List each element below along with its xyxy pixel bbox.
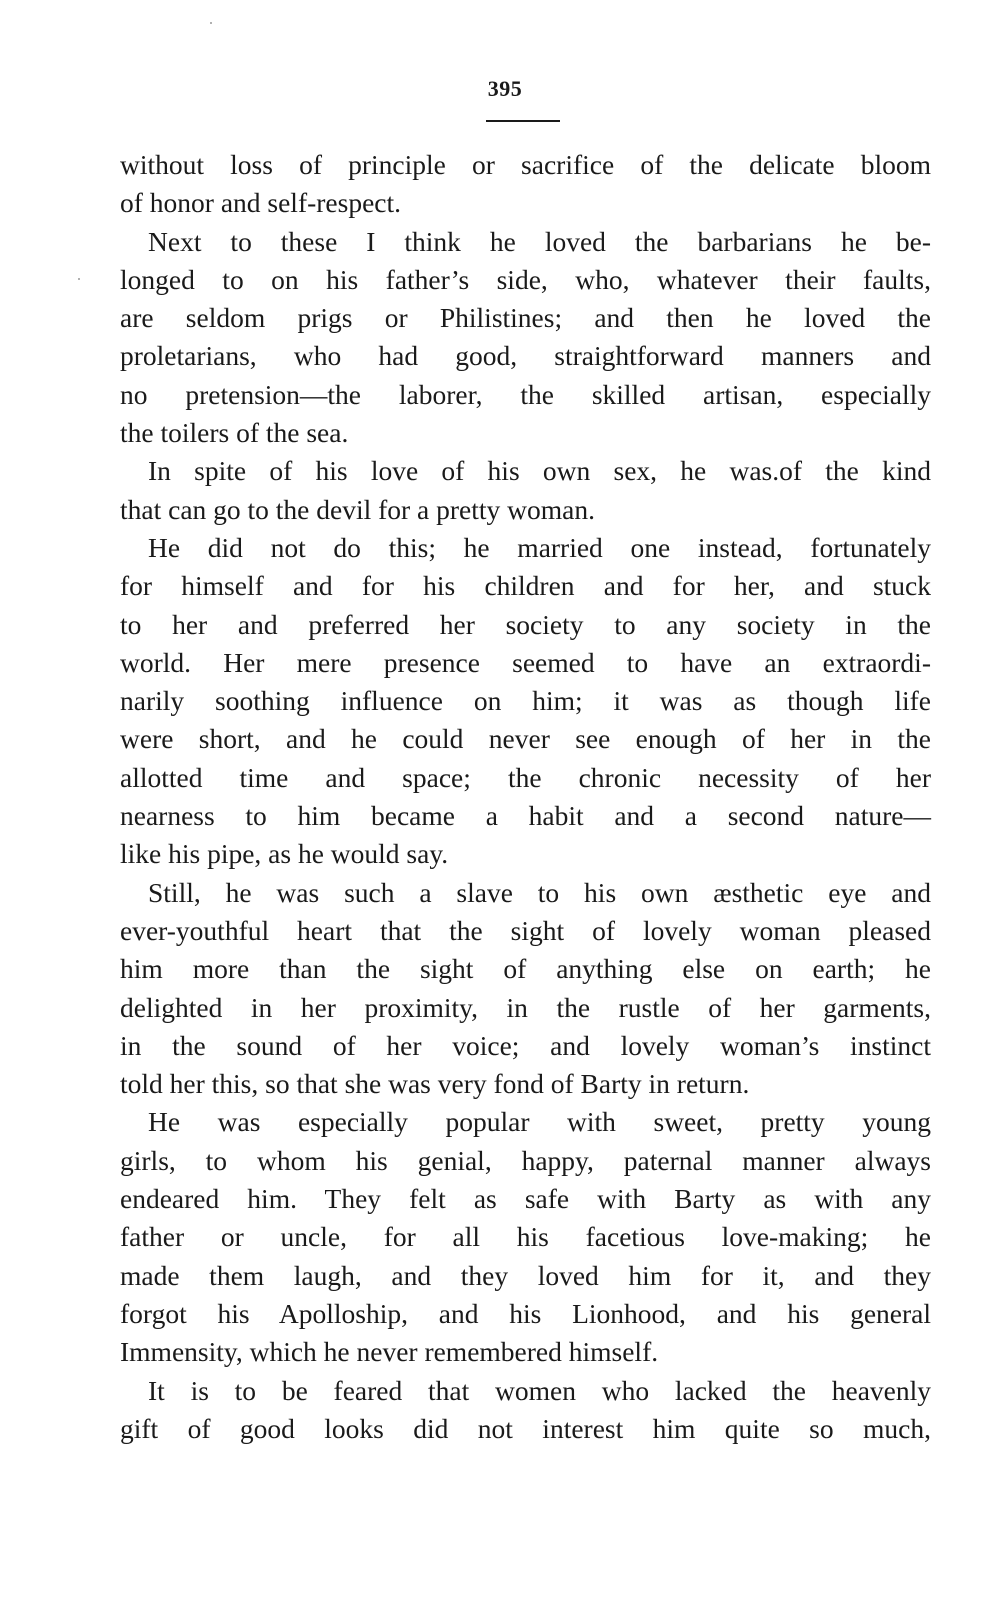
text-line: like his pipe, as he would say. — [120, 838, 449, 870]
text-line: for himself and for his children and for her, and stuck — [120, 570, 931, 602]
text-line: to her and preferred her society to any society in the — [120, 608, 931, 640]
text-line: that can go to the devil for a pretty woman. — [120, 493, 595, 525]
paragraph — [120, 146, 931, 223]
text-line: ever-youthful heart that the sight of lovely woman pleased — [120, 914, 931, 946]
page-number-rule — [486, 120, 560, 122]
text-line: without loss of principle or sacrifice of the delicate bloom — [120, 149, 931, 180]
text-line: are seldom prigs or Philistines; and then he loved the — [120, 302, 931, 334]
text-line: world. Her mere presence seemed to have an extraordi- — [120, 646, 931, 678]
paragraph — [120, 529, 931, 874]
text-line: father or uncle, for all his facetious love-making; he — [120, 1221, 931, 1253]
text-line: longed to on his father’s side, who, whatever their faults, — [120, 263, 931, 295]
text-line: nearness to him became a habit and a second nature— — [120, 800, 931, 832]
text-line: forgot his Apolloship, and his Lionhood, and his general — [120, 1297, 931, 1329]
text-line: narily soothing influence on him; it was as though life — [120, 685, 931, 717]
text-line: made them laugh, and they loved him for it, and they — [120, 1259, 931, 1291]
text-line: Still, he was such a slave to his own æsthetic eye and — [148, 876, 931, 908]
text-line: Next to these I think he loved the barbarians he be- — [148, 225, 931, 257]
paragraph — [120, 1372, 931, 1449]
paragraph — [120, 1103, 931, 1371]
text-line: him more than the sight of anything else on earth; he — [120, 953, 931, 985]
text-line: the toilers of the sea. — [120, 417, 349, 449]
text-line: He did not do this; he married one instead, fortunately — [148, 531, 931, 563]
page-number: 395 — [487, 76, 523, 101]
text-line: no pretension—the laborer, the skilled artisan, especially — [120, 378, 931, 410]
paragraph — [120, 223, 931, 453]
text-line: of honor and self-respect. — [120, 187, 402, 219]
paragraph — [120, 874, 931, 1104]
text-line: gift of good looks did not interest him quite so much, — [120, 1412, 931, 1444]
margin-speck — [210, 22, 212, 24]
body-text — [120, 146, 931, 1448]
text-line: delighted in her proximity, in the rustle of her garments, — [120, 991, 931, 1023]
text-line: in the sound of her voice; and lovely woman’s instinct — [120, 1029, 931, 1061]
text-line: told her this, so that she was very fond of Barty in return. — [120, 1068, 750, 1100]
paragraph — [120, 452, 931, 529]
text-line: girls, to whom his genial, happy, paternal manner always — [120, 1144, 931, 1176]
text-line: were short, and he could never see enough of her in the — [120, 723, 931, 755]
margin-speck — [78, 278, 80, 280]
text-line: endeared him. They felt as safe with Barty as with any — [120, 1183, 931, 1215]
text-line: allotted time and space; the chronic necessity of her — [120, 761, 931, 793]
text-line: proletarians, who had good, straightforward manners and — [120, 340, 931, 372]
text-line: Immensity, which he never remembered himself. — [120, 1336, 659, 1368]
text-line: In spite of his love of his own sex, he was.of the kind — [148, 455, 931, 487]
text-line: It is to be feared that women who lacked the heavenly — [148, 1374, 931, 1406]
text-line: He was especially popular with sweet, pretty young — [148, 1106, 931, 1138]
